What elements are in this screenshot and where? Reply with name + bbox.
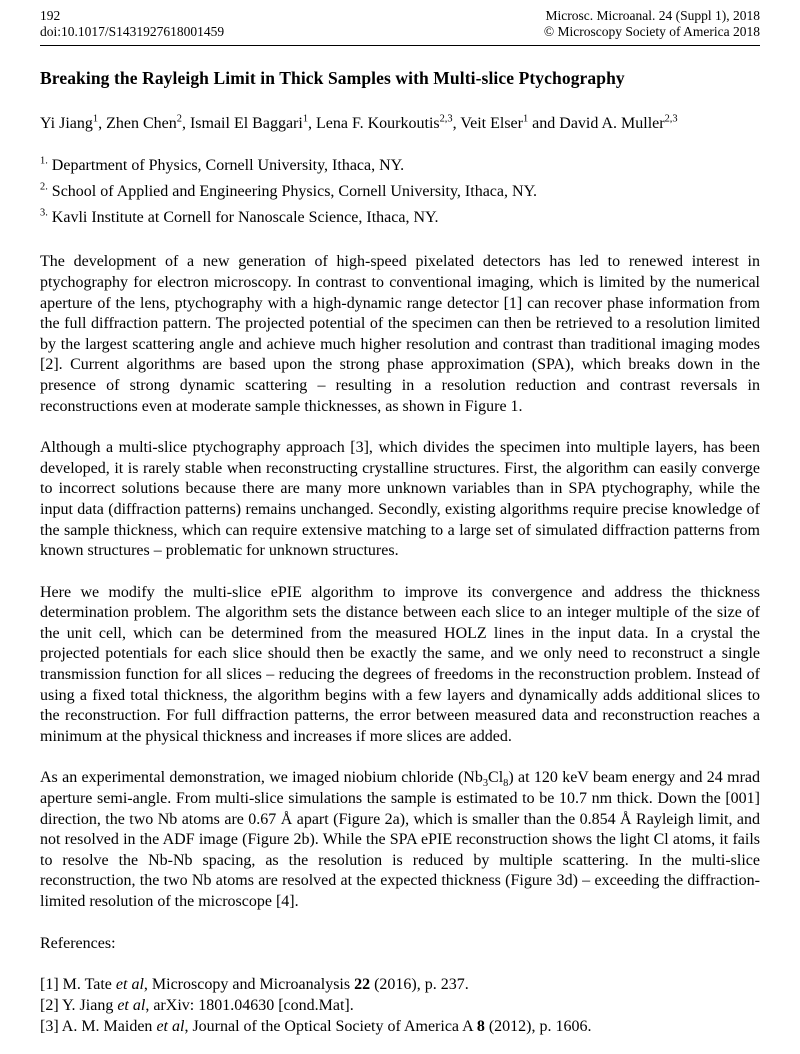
paper-title: Breaking the Rayleigh Limit in Thick Samples with Multi-slice Ptychography: [40, 68, 625, 89]
header-left: [40, 8, 224, 40]
doi: doi:10.1017/S1431927618001459: [40, 24, 225, 40]
affiliation-line: $^{3.}$ Kavli Institute at Cornell for Nanoscale Science, Ithaca, NY.: [40, 208, 439, 227]
affiliation-line: $^{1.}$ Department of Physics, Cornell University, Ithaca, NY.: [40, 156, 405, 175]
reference-item: [1] M. Tate et al, Microscopy and Microanalysis 22 (2016), p. 237.: [40, 975, 469, 993]
journal-citation: Microsc. Microanal. 24 (Suppl 1), 2018: [545, 8, 760, 23]
body-paragraph: Here we modify the multi-slice ePIE algorithm to improve its convergence and address the thickness determination problem. The algorithm sets the distance between each slice to an integer multiple of the size of the unit cell, which can be determined from the measured HOLZ lines in the input data. In a crystal the projected potentials for each slice should then be exactly the same, and we only need to reconstruct a single transmission function for all slices – reducing the degrees of freedoms in the reconstruction problem. Instead of using a fixed total thickness, the algorithm begins with a few layers and dynamically adds additional slices to the reconstruction. For full diffraction patterns, the error between measured data and reconstruction reaches a minimum at the physical thickness and increases if more slices are added.: [40, 583, 760, 745]
body-paragraph: Although a multi-slice ptychography approach [3], which divides the specimen into multiple layers, has been developed, it is rarely stable when reconstructing crystalline structures. First, the algorithm can easily converge to incorrect solutions because there are many more unknown variables than in SPA ptychography, while the input data (diffraction patterns) remains unchanged. Secondly, existing algorithms require precise knowledge of the sample thickness, which can require extensive matching to a large set of simulated diffraction patterns from known structures – problematic for unknown structures.: [40, 439, 760, 560]
reference-item: [2] Y. Jiang et al, arXiv: 1801.04630 [cond.Mat].: [40, 996, 354, 1014]
page-number: 192: [40, 8, 61, 23]
references-block: [40, 974, 760, 1037]
authors-line: Yi Jiang$^1$, Zhen Chen$^2$, Ismail El Baggari$^1$, Lena F. Kourkoutis$^{2,3}$, Veit Elser$^1$ and David A. Muller$^{2,3}$: [40, 114, 678, 133]
body-paragraph: The development of a new generation of high-speed pixelated detectors has led to renewed interest in ptychography for electron microscopy. In contrast to conventional imaging, which is limited by the numerical aperture of the lens, ptychography with a high-dynamic range detector [1] can recover phase information from the full diffraction pattern. The projected potential of the specimen can then be retrieved to a resolution limited by the largest scattering angle and achieve much higher resolution and contrast than traditional imaging modes [2]. Current algorithms are based upon the strong phase approximation (SPA), which breaks down in the presence of strong dynamic scattering – resulting in a resolution reduction and contrast reversals in reconstructions even at moderate sample thicknesses, as shown in Figure 1.: [40, 253, 760, 415]
header-rule: [40, 45, 760, 46]
reference-item: [3] A. M. Maiden et al, Journal of the Optical Society of America A 8 (2012), p. 1606.: [40, 1017, 592, 1035]
page-header: [40, 8, 760, 40]
copyright-notice: © Microscopy Society of America 2018: [543, 24, 760, 40]
affiliations-block: [40, 153, 760, 231]
affiliation-line: $^{2.}$ School of Applied and Engineering Physics, Cornell University, Ithaca, NY.: [40, 182, 538, 201]
header-right: [544, 8, 760, 40]
body-paragraph: As an experimental demonstration, we imaged niobium chloride $(Nb_3Cl_8)$ at 120 keV beam energy and 24 mrad aperture semi-angle. From multi-slice simulations the sample is estimated to be 10.7 nm thick. Down the [001] direction, the two Nb atoms are 0.67 Å apart (Figure 2a), which is smaller than the 0.854 Å Rayleigh limit, and not resolved in the ADF image (Figure 2b). While the SPA ePIE reconstruction shows the light Cl atoms, it fails to resolve the Nb-Nb spacing, as the resolution is reduced by multiple scattering. In the multi-slice reconstruction, the two Nb atoms are resolved at the expected thickness (Figure 3d) – exceeding the diffraction-limited resolution of the microscope [4].: [40, 769, 760, 910]
references-heading: References:: [40, 934, 116, 952]
